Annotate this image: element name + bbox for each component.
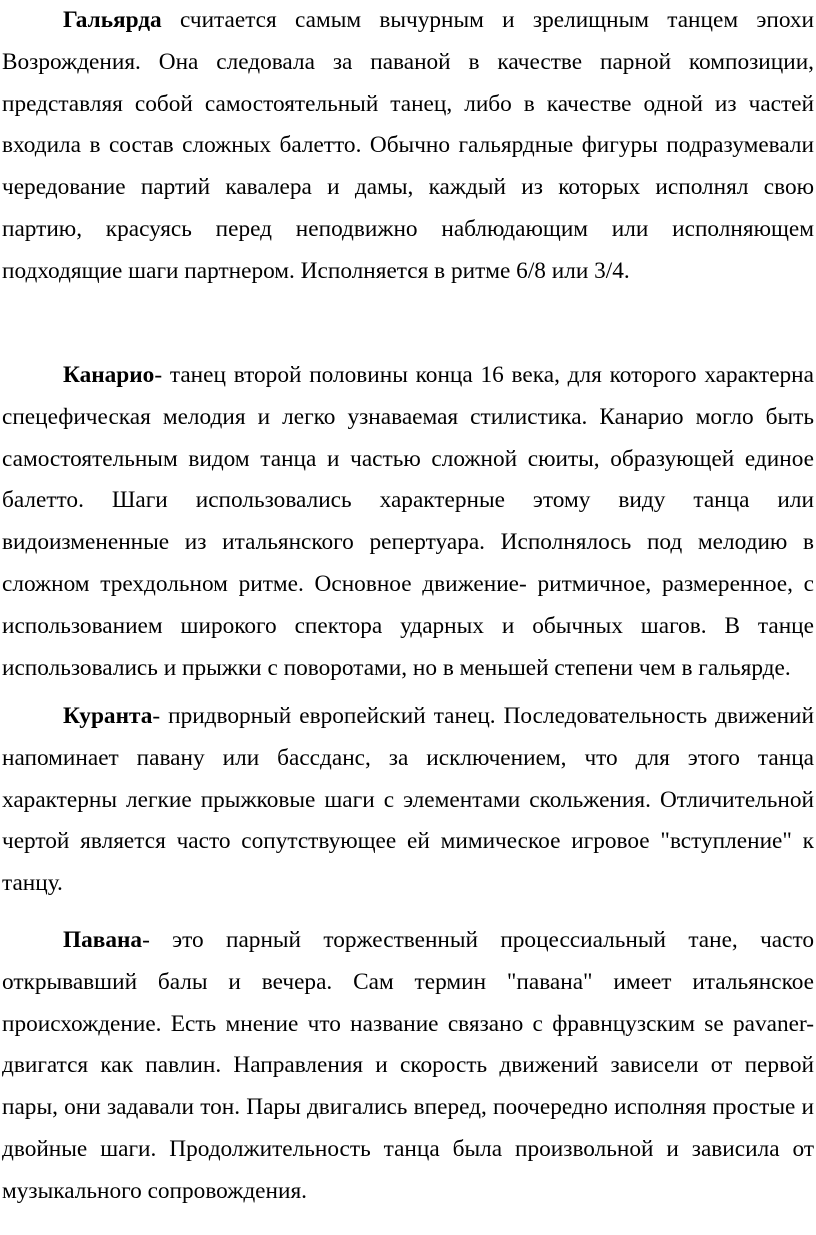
paragraph-galliard xyxy=(2,0,814,293)
paragraph-courante-text: - придворный европейский танец. Последовательность движений напоминает павану или бассданс, за исключением, что для этого танца характерны легкие прыжковые шаги с элементами скольжения. Отличительной чертой является часто сопутствующее ей мимическое игровое "вступление" к танцу. xyxy=(2,703,814,897)
paragraph-canario-text: - танец второй половины конца 16 века, для которого характерна спецефическая мелодия и легко узнаваемая стилистика. Канарио могло быть самостоятельным видом танца и частью сложной сюиты, образующей единое балетто. Шаги использовались характерные этому виду танца или видоизмененные из итальянского репертуара. Исполнялось под мелодию в сложном трехдольном ритме. Основное движение- ритмичное, размеренное, с использованием широкого спектора ударных и обычных шагов. В танце использовались и прыжки с поворотами, но в меньшей степени чем в гальярде. xyxy=(2,362,814,681)
term-canario: Канарио xyxy=(63,362,155,388)
paragraph-galliard-text: считается самым вычурным и зрелищным танцем эпохи Возрождения. Она следовала за паваной в качестве парной композиции, представляя собой самостоятельный танец, либо в качестве одной из частей входила в состав сложных балетто. Обычно гальярдные фигуры подразумевали чередование партий кавалера и дамы, каждый из которых исполнял свою партию, красуясь перед неподвижно наблюдающим или исполняющем подходящие шаги партнером. Исполняется в ритме 6/8 или 3/4. xyxy=(2,7,814,284)
term-galliard: Гальярда xyxy=(63,7,162,33)
term-courante: Куранта xyxy=(63,703,153,729)
paragraph-courante xyxy=(2,696,814,905)
paragraph-canario xyxy=(2,355,814,689)
term-pavane: Павана xyxy=(63,927,143,953)
paragraph-pavane xyxy=(2,920,814,1213)
paragraph-pavane-text: - это парный торжественный процессиальный тане, часто открывавший балы и вечера. Сам термин "павана" имеет итальянское происхождение. Есть мнение что название связано с фравнцузским se pavaner- двигатся как павлин. Направления и скорость движений зависели от первой пары, они задавали тон. Пары двигались вперед, поочередно исполняя простые и двойные шаги. Продолжительность танца была произвольной и зависила от музыкального сопровождения. xyxy=(2,927,814,1204)
